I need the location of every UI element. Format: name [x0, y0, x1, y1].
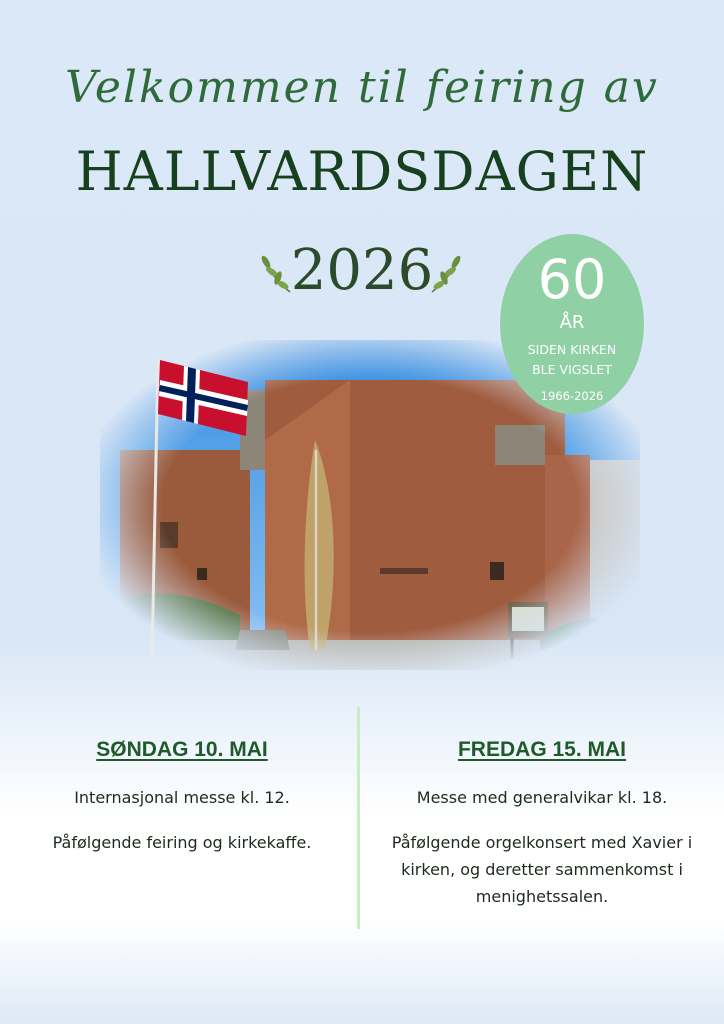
- event-friday-line-1: Messe med generalvikar kl. 18.: [416, 788, 668, 807]
- event-title: HALLVARDSDAGEN: [75, 140, 649, 203]
- welcome-heading: Velkommen til feiring av: [65, 62, 659, 113]
- anniversary-line-1: SIDEN KIRKEN: [527, 342, 617, 357]
- event-sunday-line-2: Påfølgende feiring og kirkekaffe.: [52, 833, 312, 852]
- event-year: 2026: [290, 238, 434, 303]
- anniversary-line-2: BLE VIGSLET: [532, 362, 612, 377]
- anniversary-years: 1966-2026: [540, 389, 604, 403]
- anniversary-unit: ÅR: [559, 312, 585, 333]
- anniversary-badge: [500, 234, 644, 414]
- column-divider: [357, 707, 360, 929]
- event-sunday-heading: SØNDAG 10. MAI: [96, 738, 268, 761]
- event-friday-heading: FREDAG 15. MAI: [457, 738, 627, 761]
- event-friday: [372, 738, 712, 928]
- anniversary-number: 60: [537, 248, 607, 311]
- event-sunday-line-1: Internasjonal messe kl. 12.: [74, 788, 290, 807]
- right-laurel-icon: [428, 252, 466, 296]
- event-sunday: [12, 738, 352, 874]
- event-friday-line-2: Påfølgende orgelkonsert med Xavier i kirken, og deretter sammenkomst i menighetssalen.: [391, 833, 693, 906]
